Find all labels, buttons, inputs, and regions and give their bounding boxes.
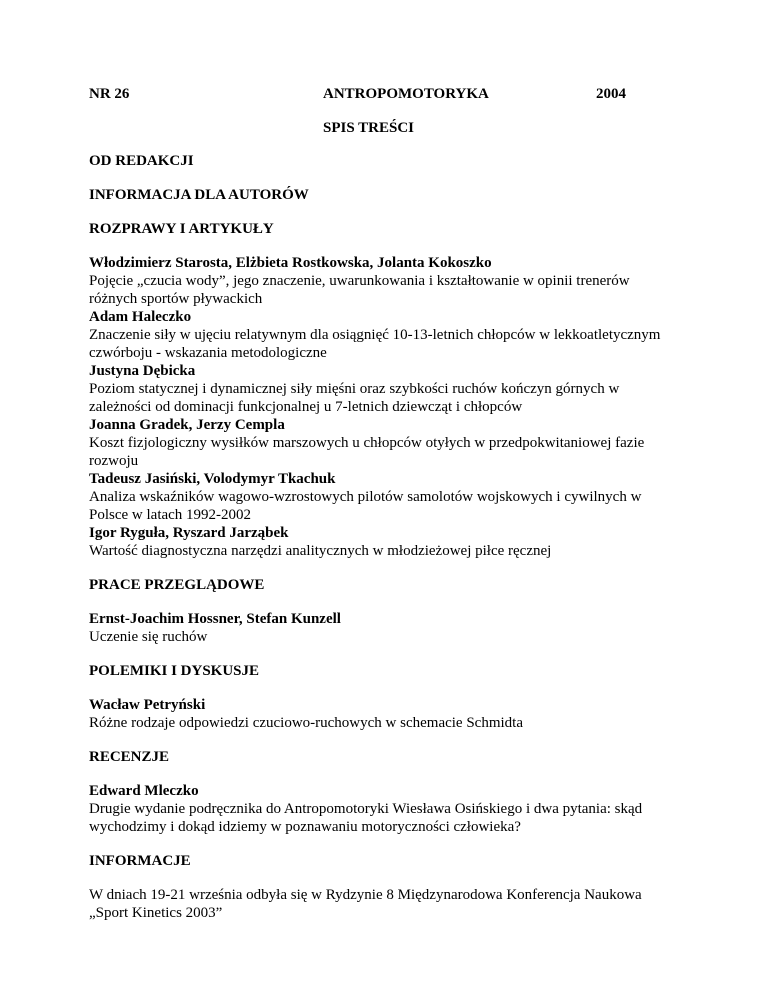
entry-authors: Ernst-Joachim Hossner, Stefan Kunzell [89,611,341,627]
section-heading: INFORMACJA DLA AUTORÓW [89,187,309,203]
section-heading: RECENZJE [89,749,170,765]
information-text: W dniach 19-21 września odbyła się w Rydzynie 8 Międzynarodowa Konferencja Naukowa „Sport Kinetics 2003” [89,887,642,921]
entry-title: Drugie wydanie podręcznika do Antropomotoryki Wiesława Osińskiego i dwa pytania: skąd wychodzimy i dokąd idziemy w poznawaniu motoryczności człowieka? [89,801,643,835]
section-heading: POLEMIKI I DYSKUSJE [89,663,260,679]
entry-authors: Justyna Dębicka [89,363,196,379]
issue-number: NR 26 [89,86,130,102]
entry-title: Różne rodzaje odpowiedzi czuciowo-ruchowych w schemacie Schmidta [89,715,524,731]
entry-authors: Joanna Gradek, Jerzy Cempla [89,417,285,433]
entry-authors: Włodzimierz Starosta, Elżbieta Rostkowska, Jolanta Kokoszko [89,255,492,271]
entry-authors: Adam Haleczko [89,309,192,325]
section-heading: OD REDAKCJI [89,153,194,169]
entry-authors: Tadeusz Jasiński, Volodymyr Tkachuk [89,471,336,487]
review-articles-list [89,610,679,646]
section-heading: ROZPRAWY I ARTYKUŁY [89,221,274,237]
issue-year: 2004 [596,86,626,102]
toc-content [89,152,679,938]
section-heading: INFORMACJE [89,853,191,869]
entry-title: Wartość diagnostyczna narzędzi analitycznych w młodzieżowej piłce ręcznej [89,543,552,559]
polemics-list [89,696,679,732]
entry-title: Koszt fizjologiczny wysiłków marszowych u chłopców otyłych w przedpokwitaniowej fazie rozwoju [89,435,645,469]
articles-list [89,254,679,560]
entry-authors: Igor Ryguła, Ryszard Jarząbek [89,525,289,541]
journal-name: ANTROPOMOTORYKA [323,86,489,102]
reviews-list [89,782,679,836]
section-heading: PRACE PRZEGLĄDOWE [89,577,265,593]
information-list [89,886,679,922]
entry-authors: Wacław Petryński [89,697,206,713]
toc-title: SPIS TREŚCI [323,120,415,136]
page-header [89,85,644,103]
entry-title: Znaczenie siły w ujęciu relatywnym dla osiągnięć 10-13-letnich chłopców w lekkoatletycznym czwórboju - wskazania metodologiczne [89,327,661,361]
entry-title: Analiza wskaźników wagowo-wzrostowych pilotów samolotów wojskowych i cywilnych w Polsce w latach 1992-2002 [89,489,642,523]
entry-authors: Edward Mleczko [89,783,199,799]
entry-title: Pojęcie „czucia wody”, jego znaczenie, uwarunkowania i kształtowanie w opinii trenerów różnych sportów pływackich [89,273,630,307]
entry-title: Poziom statycznej i dynamicznej siły mięśni oraz szybkości ruchów kończyn górnych w zależności od dominacji funkcjonalnej u 7-letnich dziewcząt i chłopców [89,381,620,415]
entry-title: Uczenie się ruchów [89,629,208,645]
